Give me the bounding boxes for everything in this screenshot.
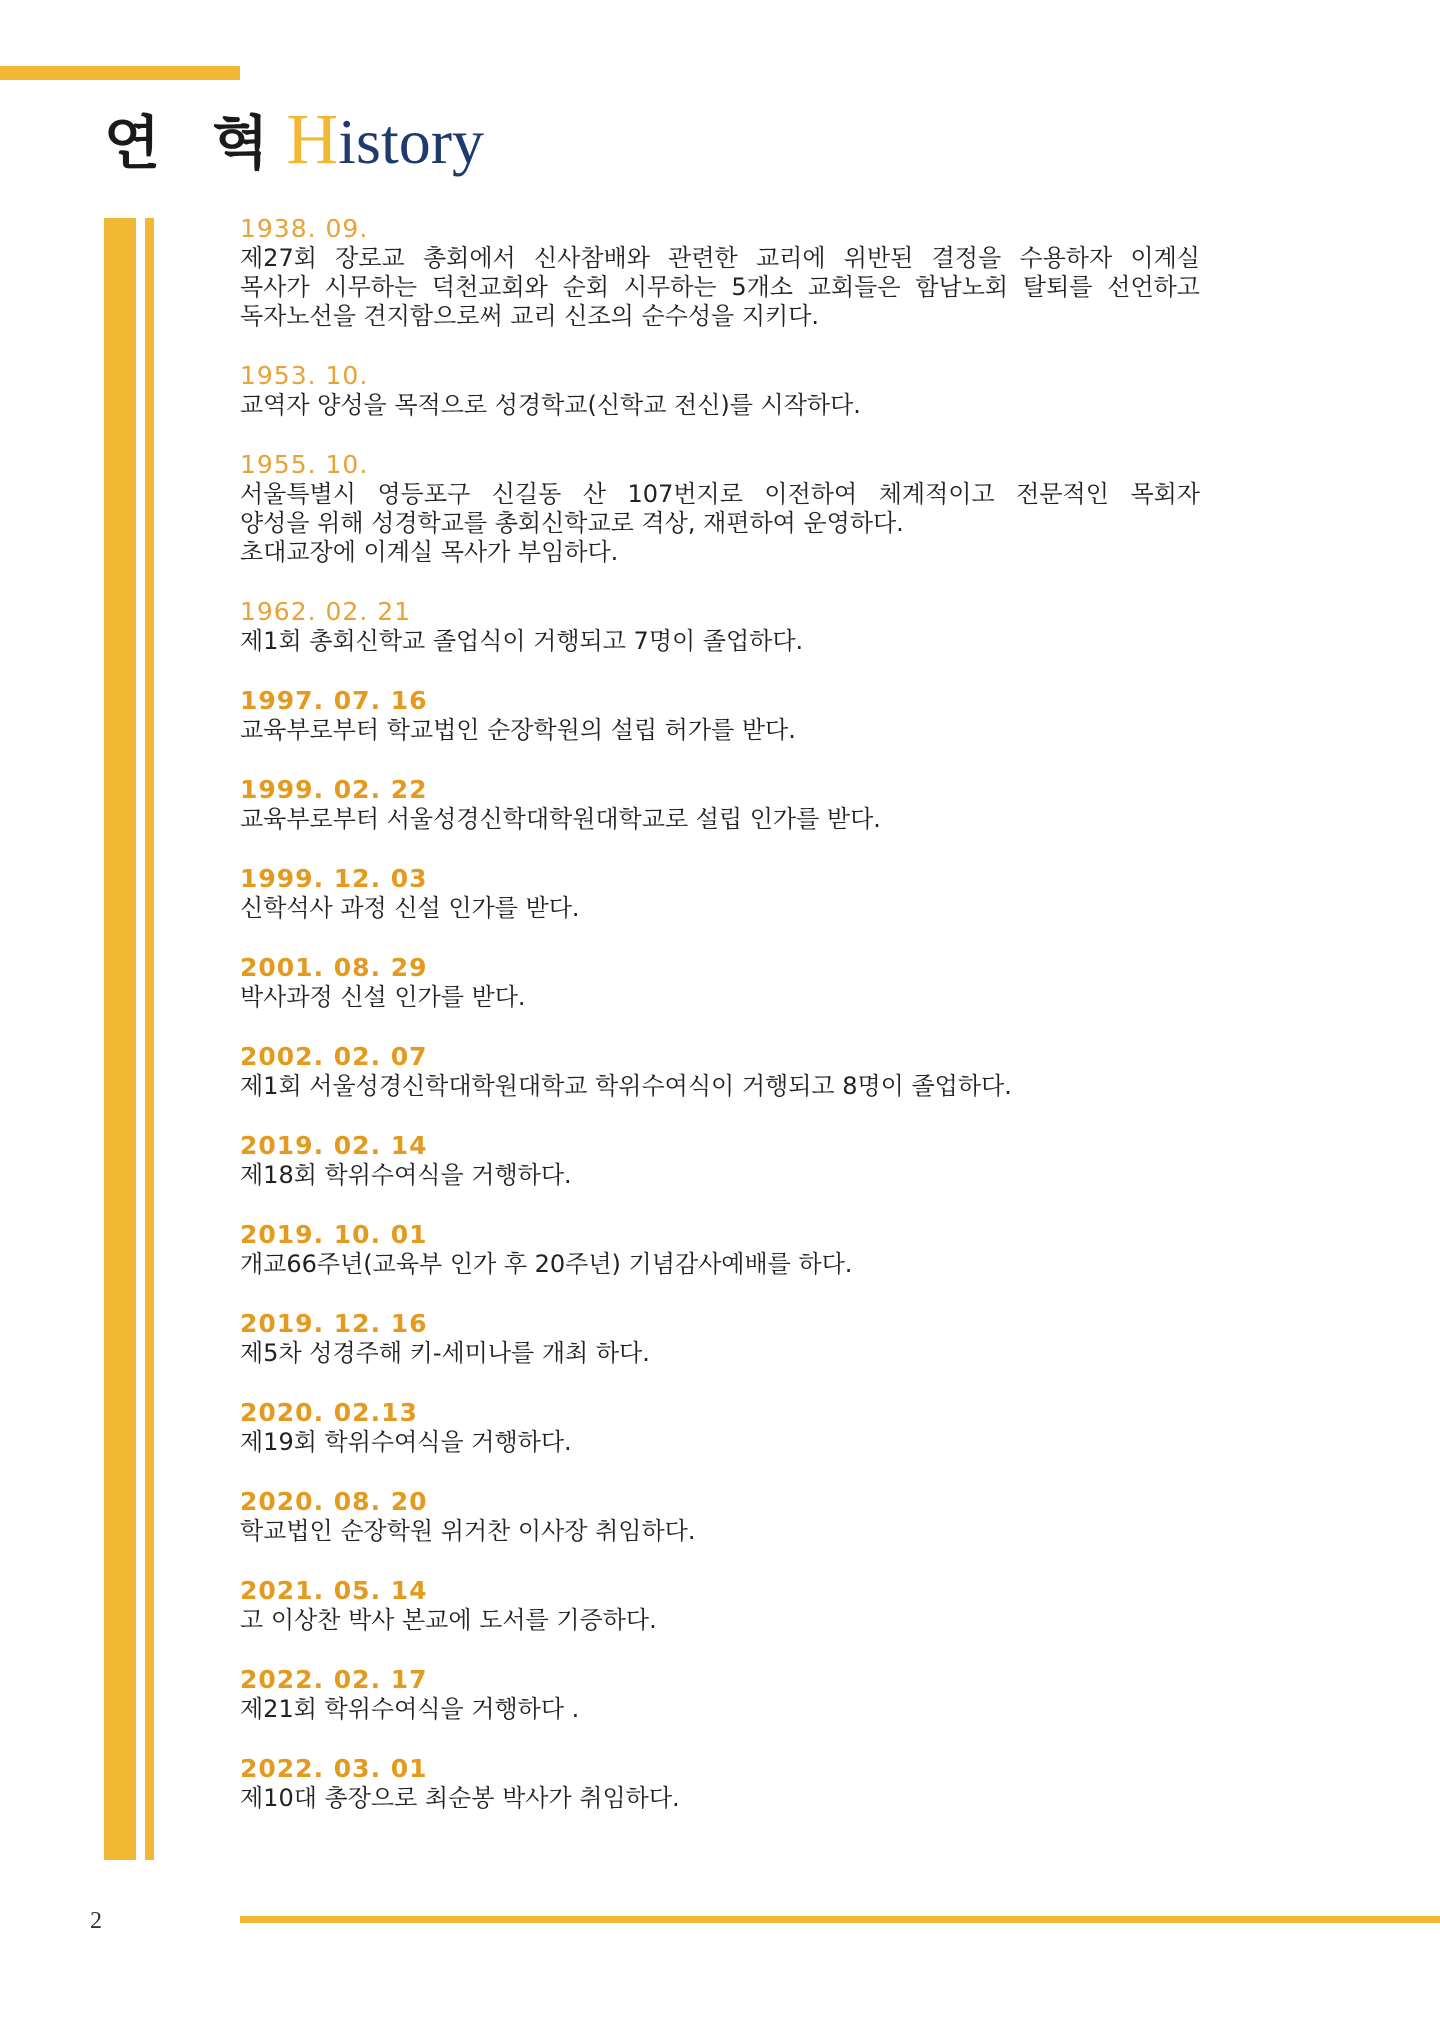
timeline-entry <box>240 597 1200 656</box>
top-accent-bar <box>0 66 240 80</box>
timeline-entry <box>240 1487 1200 1546</box>
entry-text: 제5차 성경주해 키-세미나를 개최 하다. <box>240 1339 650 1367</box>
entry-date: 2019. 12. 16 <box>240 1309 428 1338</box>
entry-date: 1999. 12. 03 <box>240 864 428 893</box>
entry-text: 제1회 총회신학교 졸업식이 거행되고 7명이 졸업하다. <box>240 627 804 655</box>
history-timeline <box>240 214 1200 1843</box>
entry-text: 제21회 학위수여식을 거행하다 . <box>240 1695 580 1723</box>
entry-date: 2020. 02.13 <box>240 1398 418 1427</box>
timeline-side-bar-thin <box>145 218 154 1860</box>
entry-text: 독자노선을 견지함으로써 교리 신조의 순수성을 지키다. <box>240 302 820 330</box>
entry-text: 교육부로부터 학교법인 순장학원의 설립 허가를 받다. <box>240 716 796 744</box>
timeline-entry <box>240 214 1200 331</box>
entry-text: 초대교장에 이계실 목사가 부임하다. <box>240 538 619 566</box>
entry-text: 서울특별시 영등포구 신길동 산 107번지로 이전하여 체계적이고 전문적인 목회자 <box>240 480 1200 508</box>
entry-text: 교역자 양성을 목적으로 성경학교(신학교 전신)를 시작하다. <box>240 391 861 419</box>
title-korean: 연 혁 <box>104 109 285 177</box>
title-english-initial: H <box>286 99 339 179</box>
entry-date: 2001. 08. 29 <box>240 953 428 982</box>
timeline-entry <box>240 864 1200 923</box>
page-title <box>104 96 485 179</box>
entry-date: 1938. 09. <box>240 214 369 243</box>
entry-date: 2021. 05. 14 <box>240 1576 428 1605</box>
entry-date: 1955. 10. <box>240 450 369 479</box>
title-english-rest: istory <box>338 106 485 177</box>
entry-text: 제27회 장로교 총회에서 신사참배와 관련한 교리에 위반된 결정을 수용하자 이계실 <box>240 244 1200 272</box>
entry-text: 신학석사 과정 신설 인가를 받다. <box>240 894 580 922</box>
entry-date: 2019. 02. 14 <box>240 1131 428 1160</box>
timeline-entry <box>240 1754 1200 1813</box>
entry-text: 박사과정 신설 인가를 받다. <box>240 983 526 1011</box>
entry-date: 1953. 10. <box>240 361 369 390</box>
page-number: 2 <box>90 1908 102 1934</box>
timeline-entry <box>240 1398 1200 1457</box>
entry-text: 제18회 학위수여식을 거행하다. <box>240 1161 572 1189</box>
entry-text: 목사가 시무하는 덕천교회와 순회 시무하는 5개소 교회들은 함남노회 탈퇴를 선언하고 <box>240 273 1200 301</box>
timeline-entry <box>240 1665 1200 1724</box>
entry-date: 2022. 02. 17 <box>240 1665 428 1694</box>
timeline-entry <box>240 775 1200 834</box>
timeline-entry <box>240 450 1200 567</box>
entry-date: 1997. 07. 16 <box>240 686 428 715</box>
entry-text: 교육부로부터 서울성경신학대학원대학교로 설립 인가를 받다. <box>240 805 881 833</box>
entry-date: 1962. 02. 21 <box>240 597 412 626</box>
entry-text: 제10대 총장으로 최순봉 박사가 취임하다. <box>240 1784 680 1812</box>
timeline-entry <box>240 1309 1200 1368</box>
entry-date: 2019. 10. 01 <box>240 1220 428 1249</box>
timeline-entry <box>240 1576 1200 1635</box>
entry-text: 개교66주년(교육부 인가 후 20주년) 기념감사예배를 하다. <box>240 1250 853 1278</box>
entry-text: 고 이상찬 박사 본교에 도서를 기증하다. <box>240 1606 657 1634</box>
entry-date: 2002. 02. 07 <box>240 1042 428 1071</box>
timeline-entry <box>240 1131 1200 1190</box>
bottom-accent-bar <box>240 1916 1440 1923</box>
entry-date: 2020. 08. 20 <box>240 1487 428 1516</box>
entry-date: 2022. 03. 01 <box>240 1754 428 1783</box>
entry-text: 학교법인 순장학원 위거찬 이사장 취임하다. <box>240 1517 696 1545</box>
timeline-entry <box>240 686 1200 745</box>
entry-text: 제19회 학위수여식을 거행하다. <box>240 1428 572 1456</box>
entry-text: 제1회 서울성경신학대학원대학교 학위수여식이 거행되고 8명이 졸업하다. <box>240 1072 1012 1100</box>
timeline-entry <box>240 1042 1200 1101</box>
entry-text: 양성을 위해 성경학교를 총회신학교로 격상, 재편하여 운영하다. <box>240 509 904 537</box>
timeline-side-bar-wide <box>104 218 136 1860</box>
timeline-entry <box>240 1220 1200 1279</box>
timeline-entry <box>240 953 1200 1012</box>
entry-date: 1999. 02. 22 <box>240 775 428 804</box>
timeline-entry <box>240 361 1200 420</box>
